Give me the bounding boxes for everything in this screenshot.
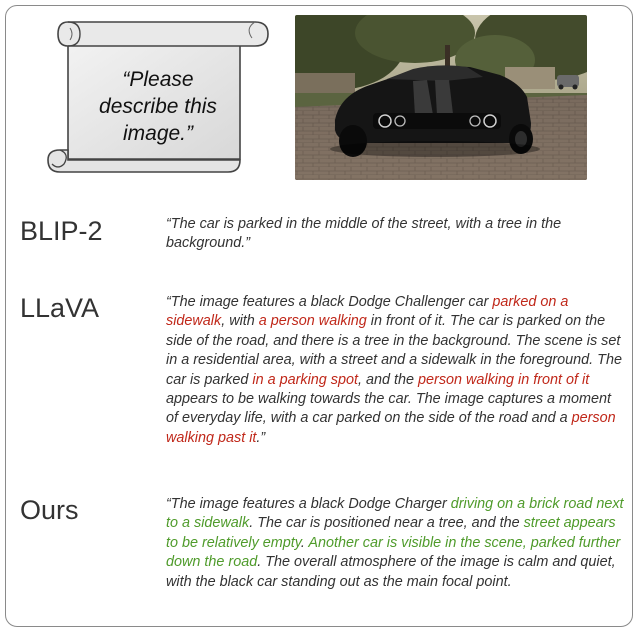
response-ours [166,495,626,592]
response-blip2 [166,215,626,254]
response-text-segment: . The car is positioned near a tree, and the [249,515,524,532]
model-name-blip2: BLIP-2 [20,216,103,246]
response-text-segment: , and the [358,371,419,388]
hallucination-highlight: in a parking spot [252,371,358,388]
correct-highlight: driving on a brick road next to a sidewalk [166,496,624,532]
car-photo [295,15,587,180]
hallucination-highlight: person walking past it [166,410,616,446]
response-text-segment: “The car is parked in the middle of the street, with a tree in the background.” [166,216,562,252]
hallucination-highlight: parked on a sidewalk [166,294,569,330]
response-llava [166,293,626,448]
model-name-ours: Ours [20,495,79,525]
car-photo-image [295,15,587,180]
response-text-segment: , with [221,313,259,330]
hallucination-highlight: a person walking [258,313,367,330]
prompt-line: describe this [99,95,217,118]
response-text-segment: .” [256,429,266,446]
response-text-segment: . [300,534,309,551]
response-text-segment: in front of it. The car is parked on the side of the road, and there is a tree in the background. The scene is set in a residential area, with a street and a sidewalk in the foreground. The car is parked [166,313,622,388]
prompt-text [88,66,228,147]
model-name-llava: LLaVA [20,293,100,323]
correct-highlight: Another car is visible in the scene, parked further down the road [166,534,621,571]
prompt-line: image.” [122,122,194,145]
correct-highlight: street appears to be relatively empty [166,515,616,551]
prompt-line: “Please [122,68,194,91]
response-text-segment: appears to be walking towards the car. The image captures a moment of everyday life, with a car parked on the side of the road and a [166,391,612,427]
response-text-segment: “The image features a black Dodge Charger [166,496,451,512]
response-text-segment: “The image features a black Dodge Challenger car [166,294,493,310]
hallucination-highlight: person walking in front of it [418,371,590,388]
response-text-segment: . The overall atmosphere of the image is calm and quiet, with the black car standing out as the main focal point. [166,554,616,590]
